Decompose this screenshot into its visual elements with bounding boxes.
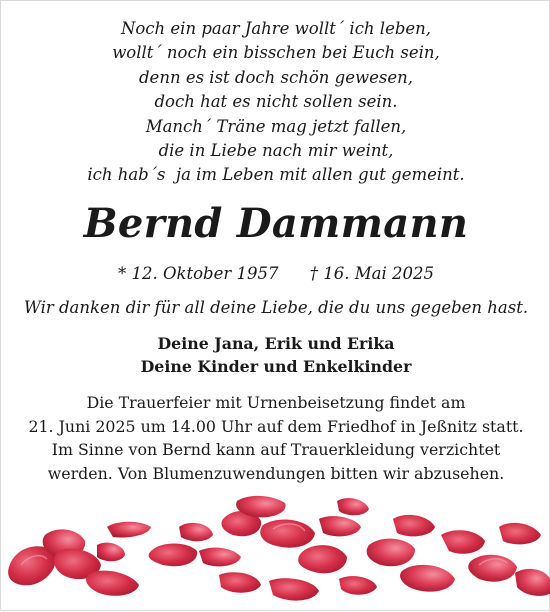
poem-line: Noch ein paar Jahre wollt´ ich leben, (120, 19, 432, 38)
life-dates (1, 262, 550, 286)
poem-line: Manch´ Träne mag jetzt fallen, (145, 116, 407, 136)
poem-verse (1, 17, 550, 188)
ceremony-line: Im Sinne von Bernd kann auf Trauerkleidung verzichtet (51, 440, 501, 459)
family-line: Deine Kinder und Enkelkinder (140, 357, 412, 376)
birth-date: * 12. Oktober 1957 (117, 264, 279, 283)
petal-group (8, 496, 550, 601)
poem-line: ich hab´s ja im Leben mit allen gut gemeint. (87, 165, 465, 185)
poem-line: die in Liebe nach mir weint, (158, 141, 394, 161)
family-signature (1, 332, 550, 378)
death-date: † 16. Mai 2025 (309, 264, 434, 283)
ceremony-info (1, 391, 550, 485)
ceremony-line: 21. Juni 2025 um 14.00 Uhr auf dem Friedhof in Jeßnitz statt. (28, 416, 524, 436)
family-line: Deine Jana, Erik und Erika (157, 334, 395, 353)
deceased-name: Bernd Dammann (83, 200, 469, 247)
rose-petals-image (1, 489, 550, 612)
thanks-line: Wir danken dir für all deine Liebe, die du uns gegeben hast. (23, 298, 529, 317)
poem-line: wollt´ noch ein bisschen bei Euch sein, (112, 43, 440, 63)
ceremony-line: werden. Von Blumenzuwendungen bitten wir abzusehen. (47, 463, 505, 483)
poem-line: denn es ist doch schön gewesen, (139, 67, 413, 87)
poem-line: doch hat es nicht sollen sein. (154, 92, 398, 112)
ceremony-line: Die Trauerfeier mit Urnenbeisetzung findet am (86, 393, 466, 412)
